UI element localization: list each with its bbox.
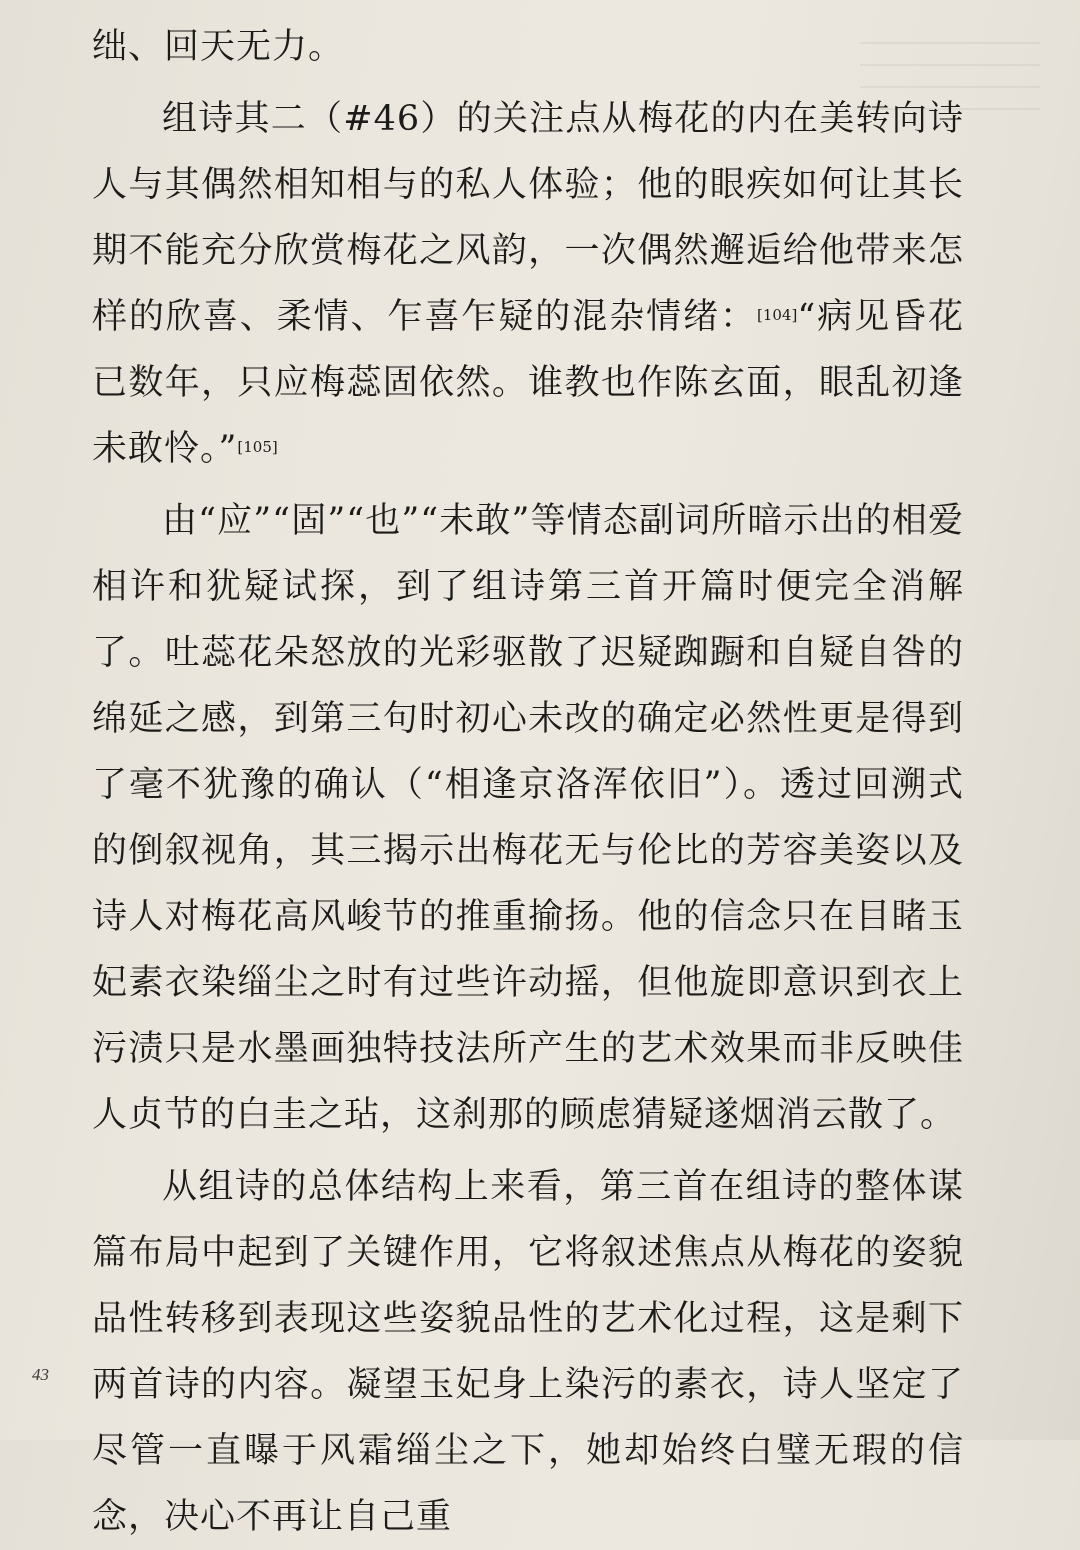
paragraph — [92, 488, 964, 1148]
footnote-marker[interactable]: [104] — [756, 306, 798, 324]
paragraph-text: 由“应”“固”“也”“未敢”等情态副词所暗示出的相爱相许和犹疑试探，到了组诗第三首开篇时便完全消解了。吐蕊花朵怒放的光彩驱散了迟疑踟蹰和自疑自咎的绵延之感，到第三句时初心未改的确定必然性更是得到了毫不犹豫的确认（“相逢京洛浑依旧”）。透过回溯式的倒叙视角，其三揭示出梅花无与伦比的芳容美姿以及诗人对梅花高风峻节的推重揄扬。他的信念只在目睹玉妃素衣染缁尘之时有过些许动摇，但他旋即意识到衣上污渍只是水墨画独特技法所产生的艺术效果而非反映佳人贞节的白圭之玷，这刹那的顾虑猜疑遂烟消云散了。 — [92, 501, 964, 1135]
footnote-marker[interactable]: [105] — [237, 438, 278, 456]
body-text — [92, 14, 964, 1550]
paragraph — [92, 14, 964, 80]
paragraph-text: 组诗其二（#46）的关注点从梅花的内在美转向诗人与其偶然相知相与的私人体验；他的眼疾如何让其长期不能充分欣赏梅花之风韵，一次偶然邂逅给他带来怎样的欣喜、柔情、乍喜乍疑的混杂情绪： — [92, 99, 964, 337]
paragraph-text: 从组诗的总体结构上来看，第三首在组诗的整体谋篇布局中起到了关键作用，它将叙述焦点从梅花的姿貌品性转移到表现这些姿貌品性的艺术化过程，这是剩下两首诗的内容。凝望玉妃身上染污的素衣，诗人坚定了尽管一直曝于风霜缁尘之下，她却始终白璧无瑕的信念，决心不再让自己重 — [92, 1167, 964, 1537]
page-number: 43 — [32, 1365, 49, 1384]
paragraph — [92, 86, 964, 482]
paragraph-text: “病见昏花已数年，只应梅蕊固依然。谁教也作陈玄面，眼乱初逢未敢怜。” — [92, 297, 964, 469]
paragraph — [92, 1154, 964, 1550]
paragraph-text: 绌、回天无力。 — [92, 27, 345, 67]
